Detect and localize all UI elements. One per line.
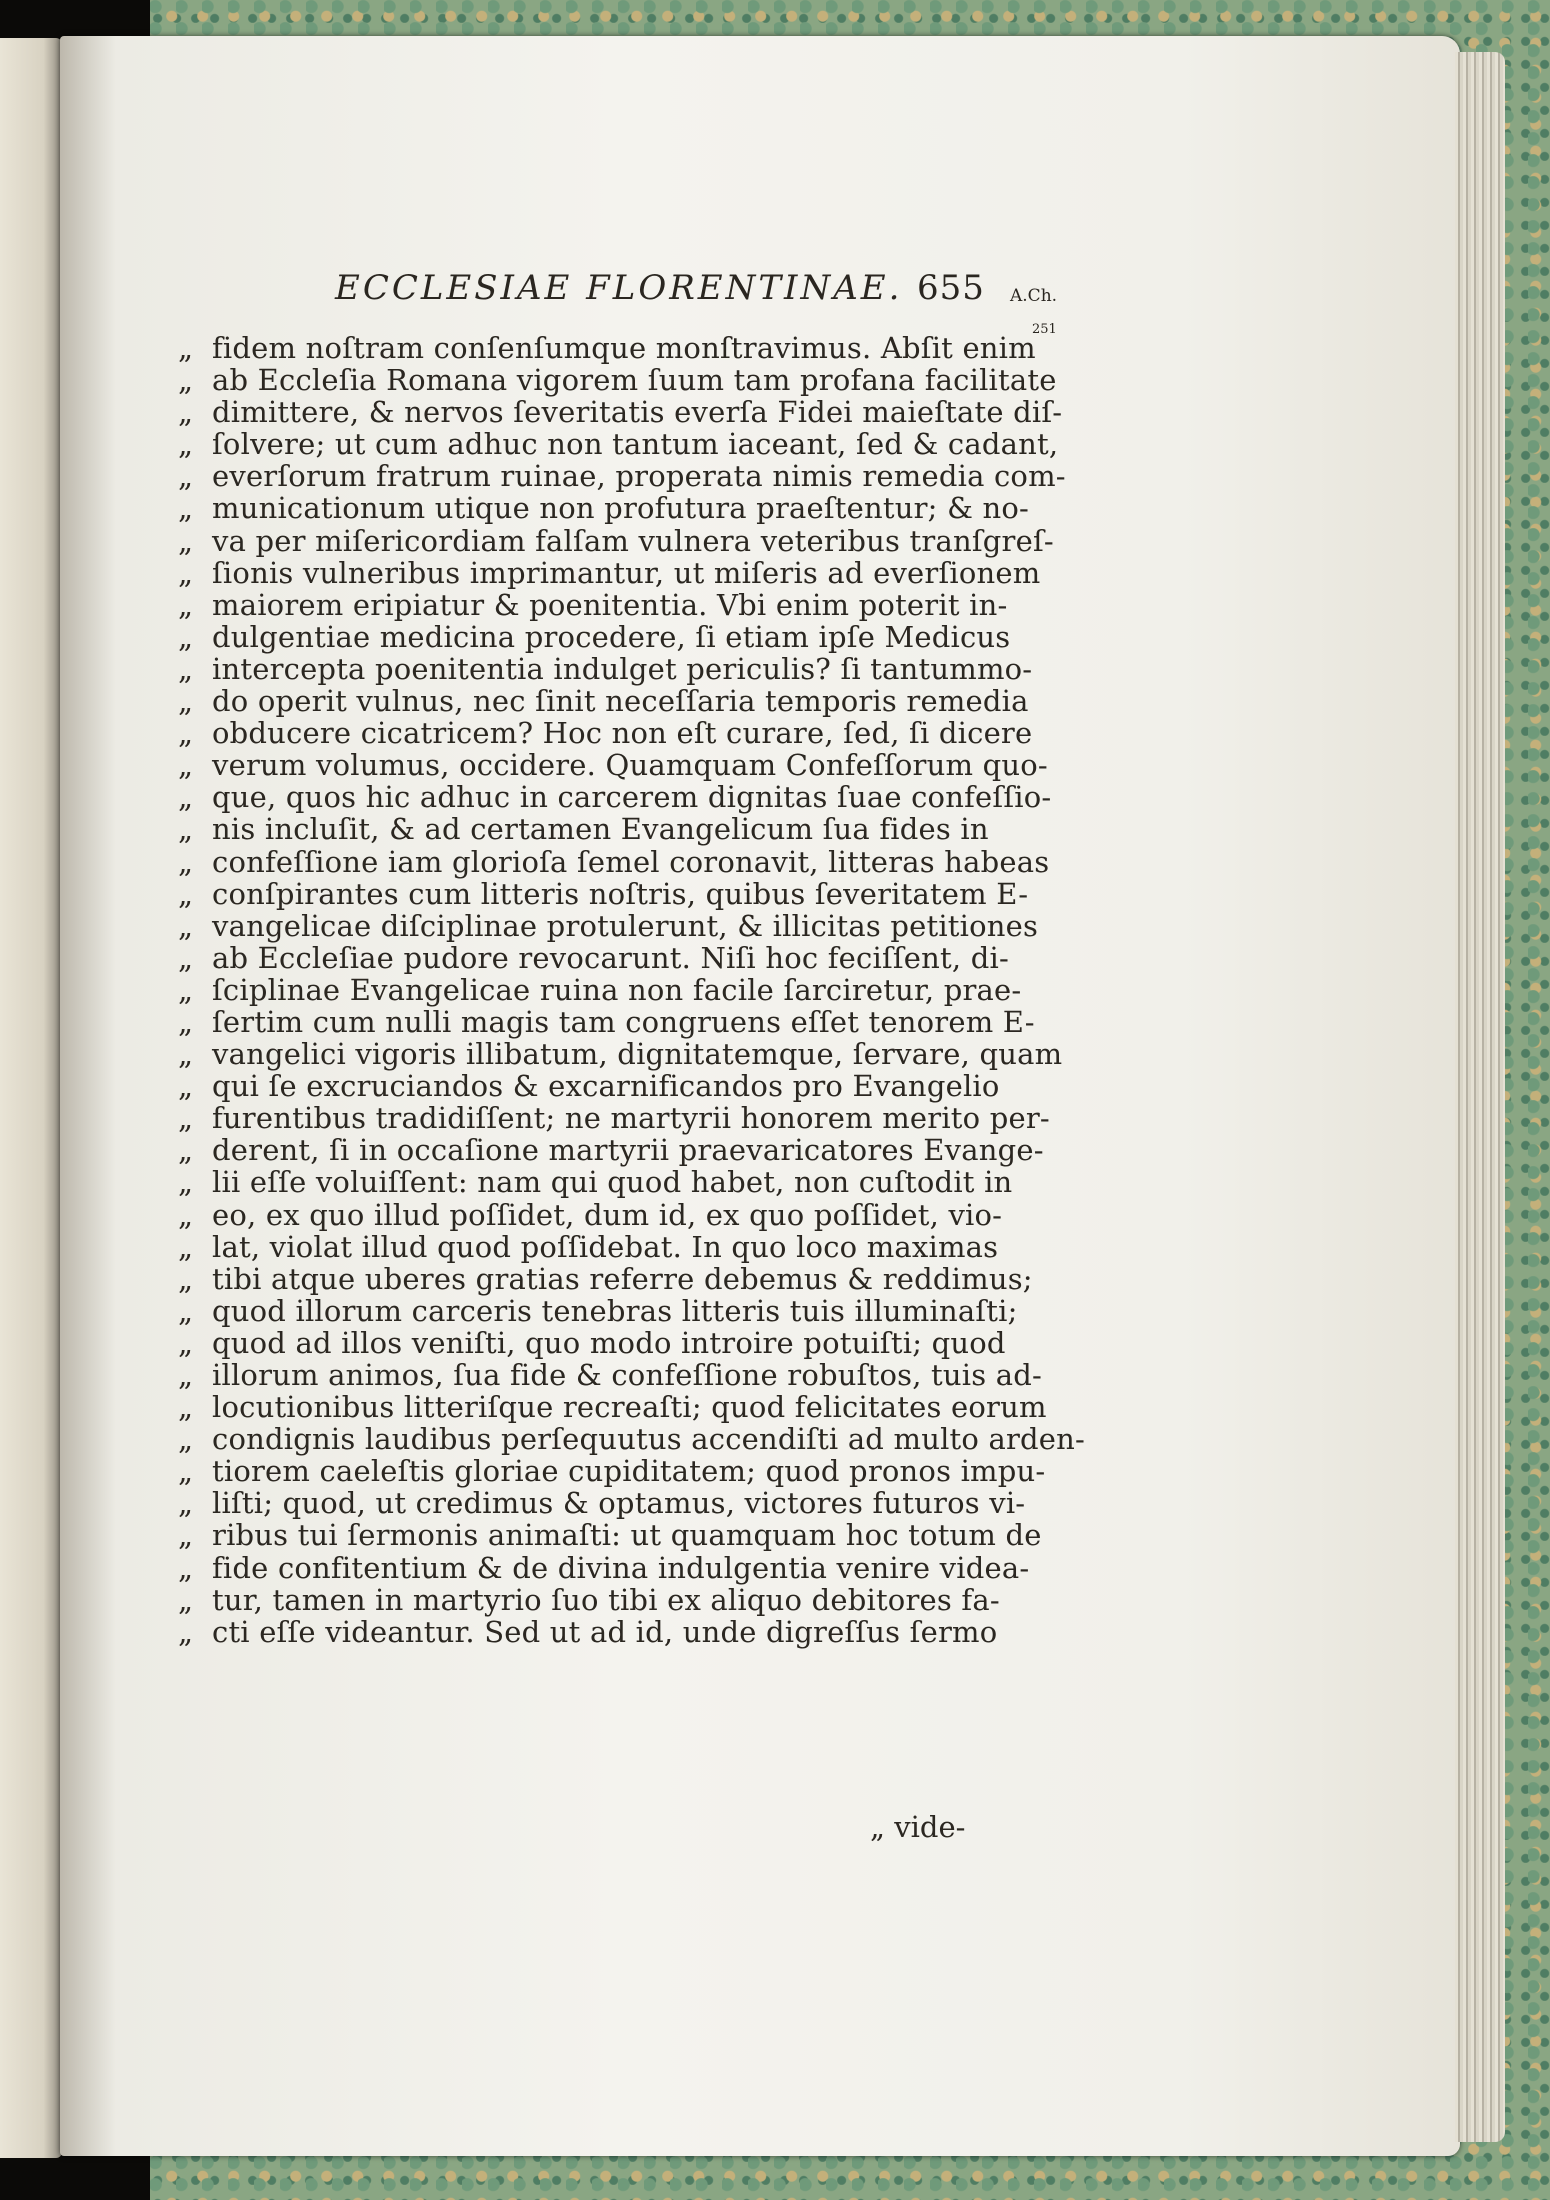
quote-mark: „ [178,1069,194,1104]
line-text: dulgentiae medicina procedere, ſi etiam ipſe Medicus [212,619,1011,654]
text-line [178,1552,1028,1584]
quote-mark: „ [178,844,194,879]
text-line [178,363,1057,398]
line-text: intercepta poenitentia indulget periculis? ſi tantummo- [212,651,1033,686]
quote-mark: „ [178,619,194,654]
text-line [178,555,1041,590]
text-line [178,1327,1028,1359]
line-text: cti eſſe videantur. Sed ut ad id, unde digreſſus ſermo [212,1614,998,1649]
quote-mark: „ [178,1454,194,1489]
line-text: eo, ex quo illud poſſidet, dum id, ex quo poſſidet, vio- [212,1197,1003,1232]
line-text: quod illorum carceris tenebras litteris tuis illuminaſti; [212,1293,1018,1328]
line-text: do operit vulnus, nec ſinit neceſſaria temporis remedia [212,684,1029,719]
quote-mark: „ [178,1550,194,1585]
quote-mark: „ [178,1229,194,1264]
text-line [178,748,1048,783]
quote-mark: „ [178,684,194,719]
quote-mark: „ [178,651,194,686]
quote-mark: „ [178,716,194,751]
quote-mark: „ [178,1358,194,1392]
text-line [178,1487,1028,1519]
text-line [178,1101,1050,1136]
line-text: que, quos hic adhuc in carcerem dignitas ſuae confeſſio- [212,780,1052,815]
line-text: lat, violat illud quod poſſidebat. In quo loco maximas [212,1229,999,1264]
text-line [178,523,1054,558]
text-line [178,1454,1046,1489]
text-line [178,1616,1028,1648]
text-line [178,1199,1028,1231]
line-text: verum volumus, occidere. Quamquam Confeſſorum quo- [212,748,1048,783]
text-line [178,395,1063,430]
line-text: ſertim cum nulli magis tam congruens eſſet tenorem E- [212,1004,1035,1039]
quote-mark: „ [178,908,194,943]
line-text: illorum animos, ſua fide & confeſſione robuſtos, tuis ad- [212,1358,1042,1392]
margin-year: 251 [1032,322,1057,337]
text-line [178,942,1028,974]
line-text: obducere cicatricem? Hoc non eſt curare, ſed, ſi dicere [212,716,1033,751]
line-text: ribus tui ſermonis animaſti: ut quamquam hoc totum de [212,1518,1042,1553]
text-line [178,1070,1028,1102]
quote-mark: „ [178,1422,194,1457]
line-text: tur, tamen in martyrio ſuo tibi ex aliquo debitores fa- [212,1582,1000,1617]
page-number: 655 [917,268,985,308]
quote-mark: „ [178,1486,194,1521]
text-line [178,1037,1063,1072]
quote-mark: „ [178,876,194,911]
text-line [178,1004,1035,1039]
text-line [178,1358,1042,1392]
quote-mark: „ [178,780,194,815]
text-line [178,685,1028,717]
line-text: ab Eccleſiae pudore revocarunt. Niſi hoc feciſſent, di- [212,940,1009,975]
text-line [178,780,1052,815]
quote-mark: „ [178,1293,194,1328]
line-text: qui ſe excruciandos & excarnificandos pro Evangelio [212,1069,1000,1104]
quote-mark: „ [178,555,194,590]
text-line [178,621,1028,653]
line-text: vangelici vigoris illibatum, dignitatemque, ſervare, quam [212,1037,1063,1072]
margin-anno-label: A.Ch. [1010,286,1058,306]
quote-mark: „ [178,491,194,526]
line-text: ſciplinae Evangelicae ruina non facile ſarciretur, prae- [212,972,1022,1007]
quote-mark: „ [178,363,194,398]
text-line [178,1166,1028,1198]
text-line [178,813,1028,845]
text-line [178,844,1050,879]
line-text: fidem noſtram conſenſumque monſtravimus. Abſit enim [212,331,1036,365]
quote-mark: „ [178,1582,194,1617]
quote-mark: „ [178,812,194,847]
text-line [178,908,1039,943]
running-title: ECCLESIAE FLORENTINAE. [335,268,903,308]
quote-mark: „ [178,1518,194,1553]
running-header [335,268,1058,318]
facing-page-edge [0,38,62,2158]
text-line [178,492,1028,524]
quote-mark: „ [178,1197,194,1232]
quote-mark: „ [178,1390,194,1425]
text-line [178,1390,1047,1425]
line-text: maiorem eripiatur & poenitentia. Vbi enim poterit in- [212,587,1008,622]
page-edges [1455,52,1505,2142]
line-text: dimittere, & nervos ſeveritatis everſa Fidei maieſtate diſ- [212,395,1063,430]
line-text: va per miſericordiam falſam vulnera veteribus tranſgreſ- [212,523,1054,558]
quote-mark: „ [178,459,194,494]
quote-mark: „ [178,940,194,975]
body-text [178,331,1086,1649]
quote-mark: „ [178,587,194,622]
quote-mark: „ [178,1004,194,1039]
line-text: locutionibus litteriſque recreaſti; quod felicitates eorum [212,1390,1047,1425]
line-text: ab Eccleſia Romana vigorem ſuum tam profana facilitate [212,363,1057,398]
text-line [178,459,1066,494]
text-line [178,427,1059,462]
text-line [178,1231,1028,1263]
line-text: quod ad illos veniſti, quo modo introire potuiſti; quod [212,1325,1006,1360]
quote-mark: „ [178,1325,194,1360]
line-text: nis incluſit, & ad certamen Evangelicum ſua fides in [212,812,989,847]
catchword: „ vide- [870,1810,966,1844]
line-text: vangelicae diſciplinae protulerunt, & illicitas petitiones [212,908,1039,943]
line-text: conſpirantes cum litteris noſtris, quibus ſeveritatem E- [212,876,1029,911]
line-text: lii eſſe voluiſſent: nam qui quod habet, non cuſtodit in [212,1165,1013,1200]
quote-mark: „ [178,1133,194,1168]
quote-mark: „ [178,331,194,365]
quote-mark: „ [178,1101,194,1136]
text-line [178,1518,1042,1553]
text-line [178,1584,1028,1616]
quote-mark: „ [178,523,194,558]
text-line [178,716,1033,751]
line-text: furentibus tradidiſſent; ne martyrii honorem merito per- [212,1101,1050,1136]
line-text: ſolvere; ut cum adhuc non tantum iaceant, ſed & cadant, [212,427,1059,462]
text-line [178,589,1028,621]
quote-mark: „ [178,427,194,462]
line-text: ſionis vulneribus imprimantur, ut miſeris ad everſionem [212,555,1041,590]
text-line [178,974,1028,1006]
line-text: condignis laudibus perſequutus accendiſti ad multo arden- [212,1422,1086,1457]
line-text: liſti; quod, ut credimus & optamus, victores futuros vi- [212,1486,1026,1521]
text-line [178,878,1028,910]
line-text: confeſſione iam glorioſa ſemel coronavit, litteras habeas [212,844,1050,879]
text-line [178,1261,1033,1296]
quote-mark: „ [178,1261,194,1296]
quote-mark: „ [178,395,194,430]
line-text: fide confitentium & de divina indulgentia venire videa- [212,1550,1030,1585]
text-line [178,1295,1028,1327]
line-text: tibi atque uberes gratias referre debemus & reddimus; [212,1261,1033,1296]
quote-mark: „ [178,748,194,783]
line-text: derent, ſi in occaſione martyrii praevaricatores Evange- [212,1133,1044,1168]
text-line [178,1422,1086,1457]
quote-mark: „ [178,972,194,1007]
line-text: tiorem caeleſtis gloriae cupiditatem; quod pronos impu- [212,1454,1046,1489]
text-line [178,651,1033,686]
quote-mark: „ [178,1037,194,1072]
line-text: everſorum fratrum ruinae, properata nimis remedia com- [212,459,1066,494]
quote-mark: „ [178,1614,194,1649]
line-text: municationum utique non profutura praeſtentur; & no- [212,491,1030,526]
text-line [178,331,1036,365]
quote-mark: „ [178,1165,194,1200]
text-line [178,1133,1044,1168]
